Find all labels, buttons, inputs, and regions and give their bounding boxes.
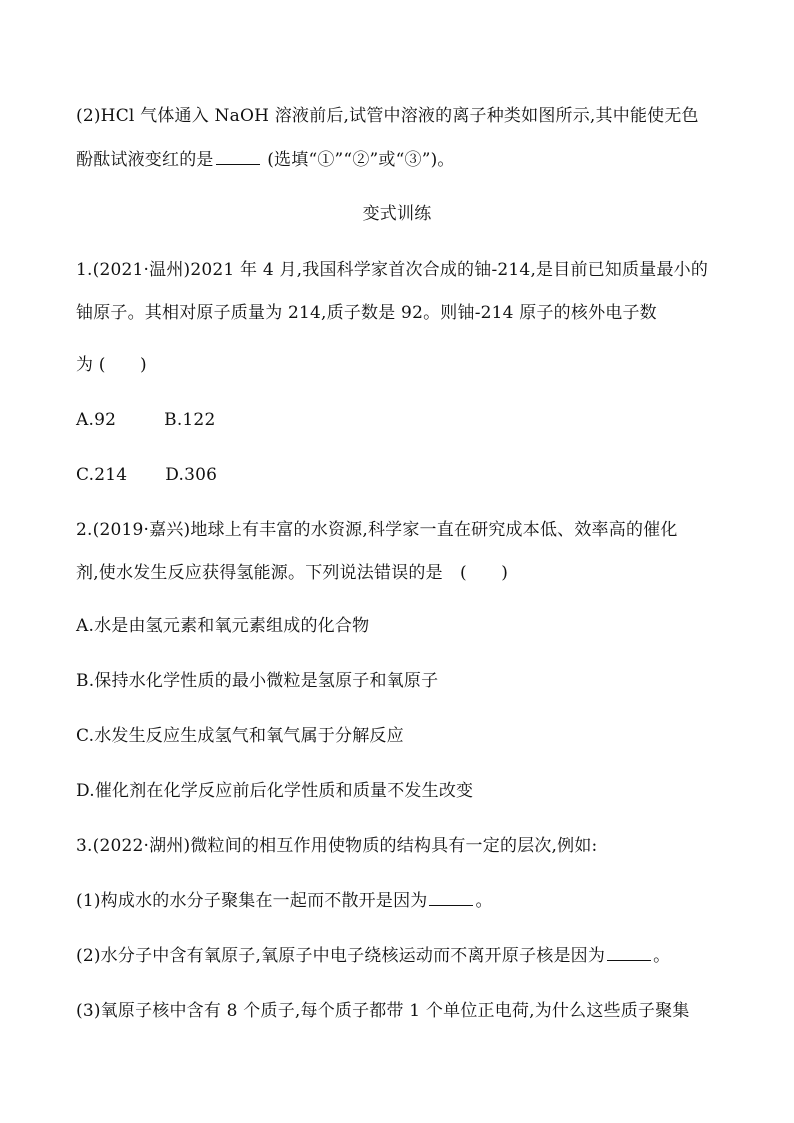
q3-sub-2-end: 。 <box>653 946 671 966</box>
q2-option-a-line <box>76 614 734 638</box>
q1-option-d: D.306 <box>165 465 218 485</box>
q1-line-1 <box>76 258 734 282</box>
q3-sub-3 <box>76 999 734 1023</box>
q1-line-2 <box>76 301 734 325</box>
q1-text-3: 为 ( ) <box>76 355 147 375</box>
answer-blank-q3-2[interactable] <box>607 958 651 961</box>
q3-sub-1-text: (1)构成水的水分子聚集在一起而不散开是因为 <box>76 891 428 911</box>
intro-text-2-after: (选填“①”“②”或“③”)。 <box>261 150 455 170</box>
q1-options-row-1 <box>76 408 734 432</box>
q3-text-1: 3.(2022·湖州)微粒间的相互作用使物质的结构具有一定的层次,例如: <box>76 836 598 856</box>
q3-sub-1-end: 。 <box>475 891 493 911</box>
q3-sub-2-text: (2)水分子中含有氧原子,氧原子中电子绕核运动而不离开原子核是因为 <box>76 946 606 966</box>
q3-line-1 <box>76 834 734 858</box>
intro-text-1: (2)HCl 气体通入 NaOH 溶液前后,试管中溶液的离子种类如图所示,其中能使无色 <box>76 106 699 126</box>
q3-sub-1 <box>76 889 734 913</box>
q1-text-2: 铀原子。其相对原子质量为 214,质子数是 92。则铀-214 原子的核外电子数 <box>76 303 657 323</box>
answer-blank-q3-1[interactable] <box>429 903 473 906</box>
q3-sub-2 <box>76 944 734 968</box>
q3-sub-3-text: (3)氧原子核中含有 8 个质子,每个质子都带 1 个单位正电荷,为什么这些质子聚集 <box>76 1001 690 1021</box>
q2-line-1 <box>76 518 734 542</box>
q2-option-b: B.保持水化学性质的最小微粒是氢原子和氧原子 <box>76 671 439 691</box>
intro-text-2-before: 酚酞试液变红的是 <box>76 150 214 170</box>
q2-text-1: 2.(2019·嘉兴)地球上有丰富的水资源,科学家一直在研究成本低、效率高的催化 <box>76 520 678 540</box>
q1-line-3 <box>76 353 734 377</box>
q1-option-b: B.122 <box>164 410 216 430</box>
q2-option-d: D.催化剂在化学反应前后化学性质和质量不发生改变 <box>76 781 474 801</box>
intro-line-1 <box>76 104 734 128</box>
q2-option-c-line <box>76 724 734 748</box>
q2-text-2: 剂,使水发生反应获得氢能源。下列说法错误的是 ( ) <box>76 563 509 583</box>
answer-blank-intro[interactable] <box>216 162 260 165</box>
q1-option-c: C.214 <box>76 465 128 485</box>
q1-options-row-2 <box>76 463 734 487</box>
q2-option-b-line <box>76 669 734 693</box>
q2-option-c: C.水发生反应生成氢气和氧气属于分解反应 <box>76 726 404 746</box>
q2-option-a: A.水是由氢元素和氧元素组成的化合物 <box>76 616 370 636</box>
q1-option-a: A.92 <box>76 410 117 430</box>
intro-line-2 <box>76 148 734 172</box>
q2-line-2 <box>76 561 734 585</box>
section-title-text: 变式训练 <box>362 204 432 224</box>
section-title <box>0 202 794 226</box>
q1-text-1: 1.(2021·温州)2021 年 4 月,我国科学家首次合成的铀-214,是目前已知质量最小的 <box>76 260 709 280</box>
q2-option-d-line <box>76 779 734 803</box>
